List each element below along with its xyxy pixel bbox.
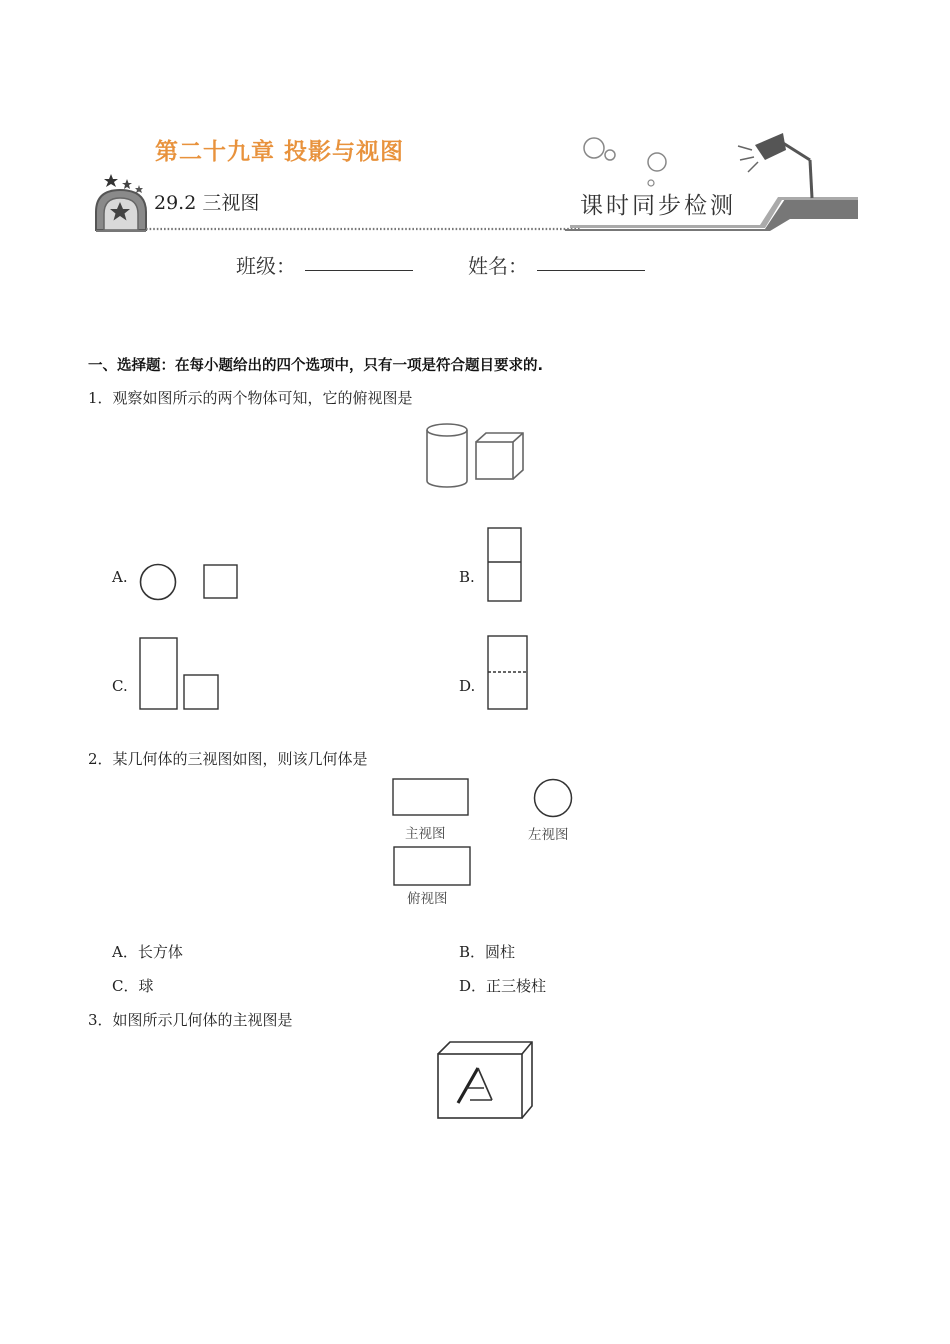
section-title: 29.2 三视图 bbox=[154, 192, 260, 214]
q2-option-d[interactable]: D．正三棱柱 bbox=[459, 977, 547, 995]
name-label: 姓名： bbox=[468, 254, 528, 278]
brand-title: 课时同步检测 bbox=[580, 193, 736, 219]
q1-option-d-figure bbox=[485, 633, 530, 713]
q2-option-b[interactable]: B．圆柱 bbox=[459, 943, 516, 961]
q2-top-view-rect bbox=[392, 845, 474, 889]
question-1-stem: 1．观察如图所示的两个物体可知，它的俯视图是 bbox=[88, 389, 413, 407]
bubble-icon bbox=[648, 153, 666, 171]
question-2-stem: 2．某几何体的三视图如图，则该几何体是 bbox=[88, 750, 368, 768]
bubble-icon bbox=[584, 138, 604, 158]
bubble-icon bbox=[605, 150, 615, 160]
q1-figure-cylinder-and-cube bbox=[420, 420, 550, 500]
q2-top-view-label: 俯视图 bbox=[407, 891, 448, 907]
header-banner-art bbox=[0, 0, 950, 240]
q2-option-c[interactable]: C．球 bbox=[112, 977, 154, 995]
name-field[interactable] bbox=[537, 270, 645, 271]
q3-figure-box-with-prism-hole bbox=[434, 1038, 544, 1128]
q1-option-c-figure bbox=[136, 635, 226, 715]
class-label: 班级： bbox=[236, 254, 296, 278]
class-field[interactable] bbox=[305, 270, 413, 271]
q2-option-a[interactable]: A．长方体 bbox=[112, 943, 183, 961]
lamp-icon bbox=[738, 133, 812, 198]
q1-option-d[interactable]: D. bbox=[459, 677, 476, 695]
star-icon bbox=[104, 174, 118, 187]
chapter-title: 第二十九章 投影与视图 bbox=[155, 139, 405, 165]
section-heading: 一、选择题：在每小题给出的四个选项中，只有一项是符合题目要求的. bbox=[88, 358, 544, 374]
q2-front-view-rect bbox=[391, 777, 471, 819]
q1-option-b-figure bbox=[485, 525, 525, 605]
q1-option-a-figure bbox=[135, 560, 245, 605]
star-icon bbox=[135, 185, 143, 193]
star-icon bbox=[122, 179, 132, 189]
question-3-stem: 3．如图所示几何体的主视图是 bbox=[88, 1011, 293, 1029]
q2-front-view-label: 主视图 bbox=[405, 826, 446, 842]
q1-option-a[interactable]: A. bbox=[112, 568, 128, 586]
q1-option-b[interactable]: B. bbox=[459, 568, 475, 586]
q2-left-view-circle bbox=[531, 776, 575, 820]
q2-left-view-label: 左视图 bbox=[528, 827, 569, 843]
bubble-icon bbox=[648, 180, 654, 186]
q1-option-c[interactable]: C. bbox=[112, 677, 128, 695]
